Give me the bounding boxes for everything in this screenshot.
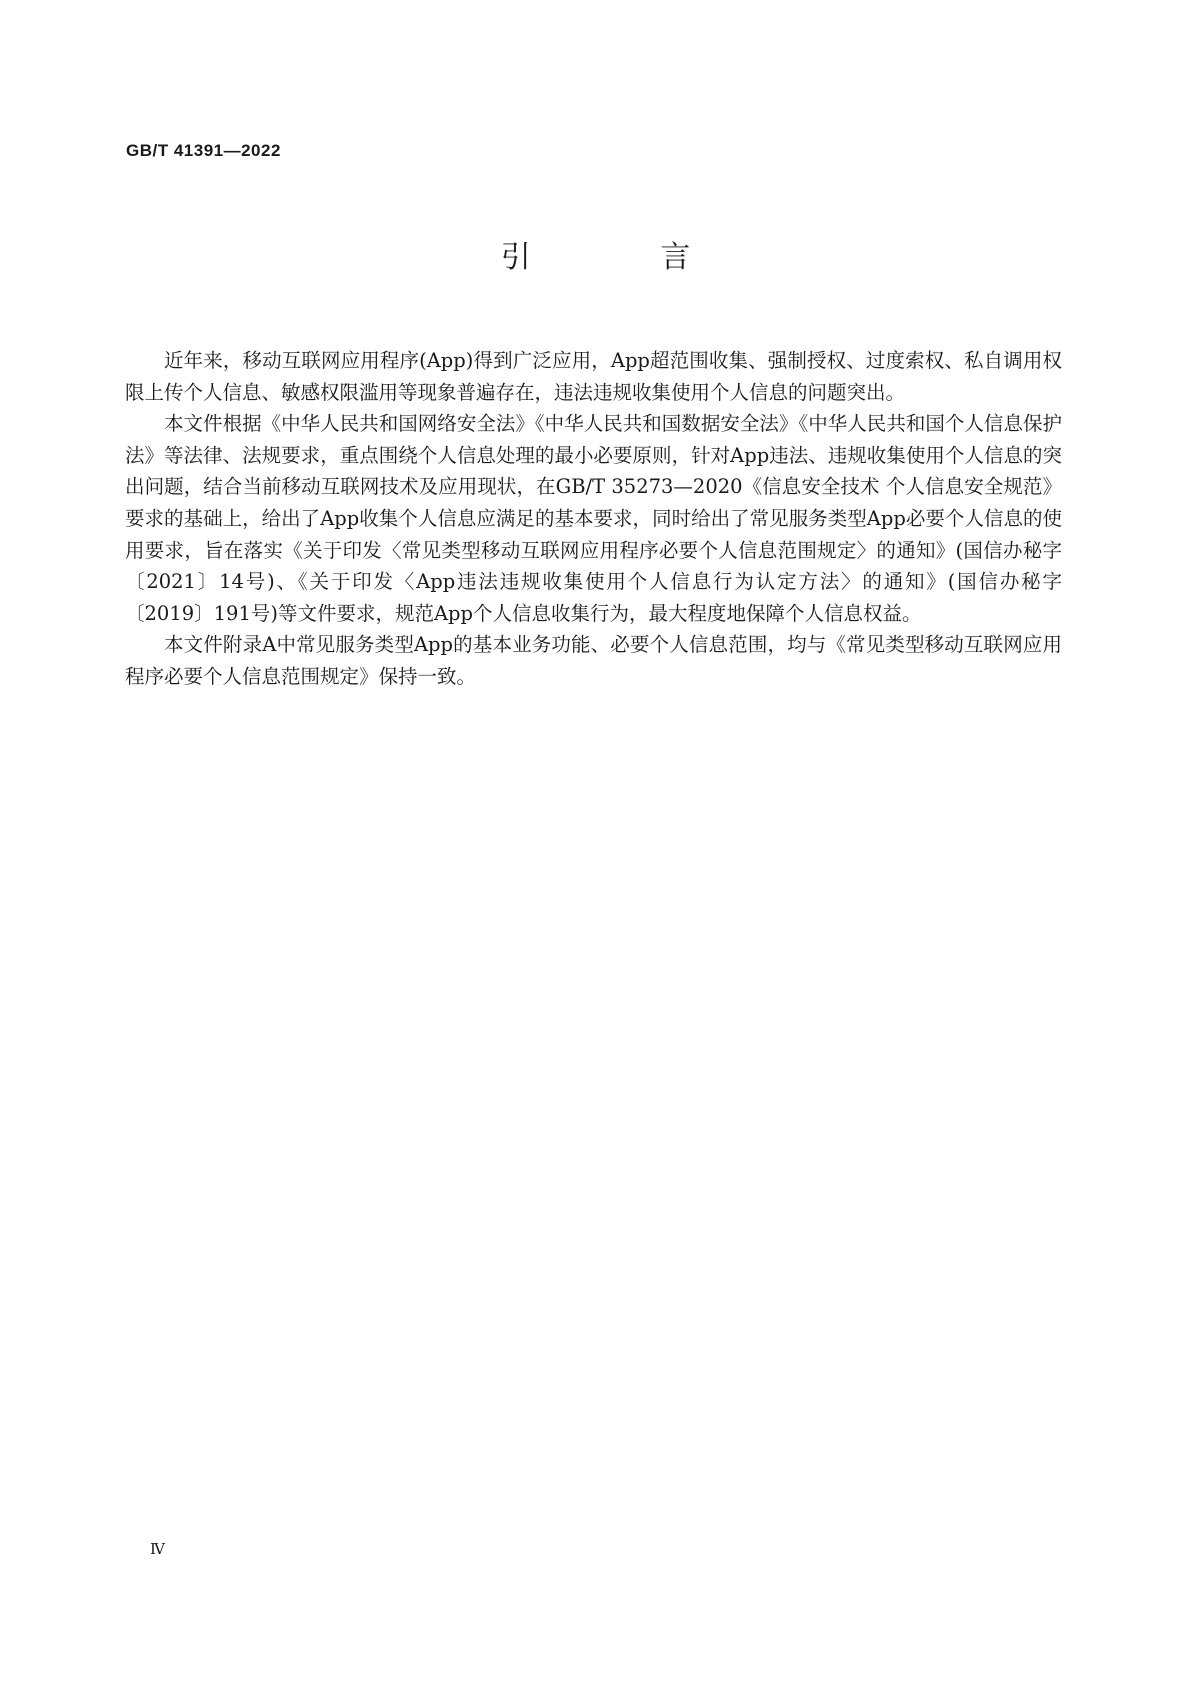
- document-body: [125, 345, 1062, 693]
- paragraph-appendix-note: 本文件附录A中常见服务类型App的基本业务功能、必要个人信息范围，均与《常见类型移动互联网应用程序必要个人信息范围规定》保持一致。: [125, 633, 1062, 688]
- paragraph-purpose: 本文件根据《中华人民共和国网络安全法》《中华人民共和国数据安全法》《中华人民共和国个人信息保护法》等法律、法规要求，重点围绕个人信息处理的最小必要原则，针对App违法、违规收集使用个人信息的突出问题，结合当前移动互联网技术及应用现状，在GB/T 35273—2020《信息安全技术 个人信息安全规范》要求的基础上，给出了App收集个人信息应满足的基本要求，同时给出了常见服务类型App必要个人信息的使用要求，旨在落实《关于印发〈常见类型移动互联网应用程序必要个人信息范围规定〉的通知》(国信办秘字〔2021〕14号)、《关于印发〈App违法违规收集使用个人信息行为认定方法〉的通知》(国信办秘字〔2019〕191号)等文件要求，规范App个人信息收集行为，最大程度地保障个人信息权益。: [125, 412, 1062, 625]
- paragraph-background: 近年来，移动互联网应用程序(App)得到广泛应用，App超范围收集、强制授权、过度索权、私自调用权限上传个人信息、敏感权限滥用等现象普遍存在，违法违规收集使用个人信息的问题突出。: [125, 349, 1062, 404]
- section-title: 引 言: [500, 240, 751, 275]
- page-number: Ⅳ: [150, 1540, 165, 1558]
- standard-code-header: GB/T 41391—2022: [126, 141, 281, 160]
